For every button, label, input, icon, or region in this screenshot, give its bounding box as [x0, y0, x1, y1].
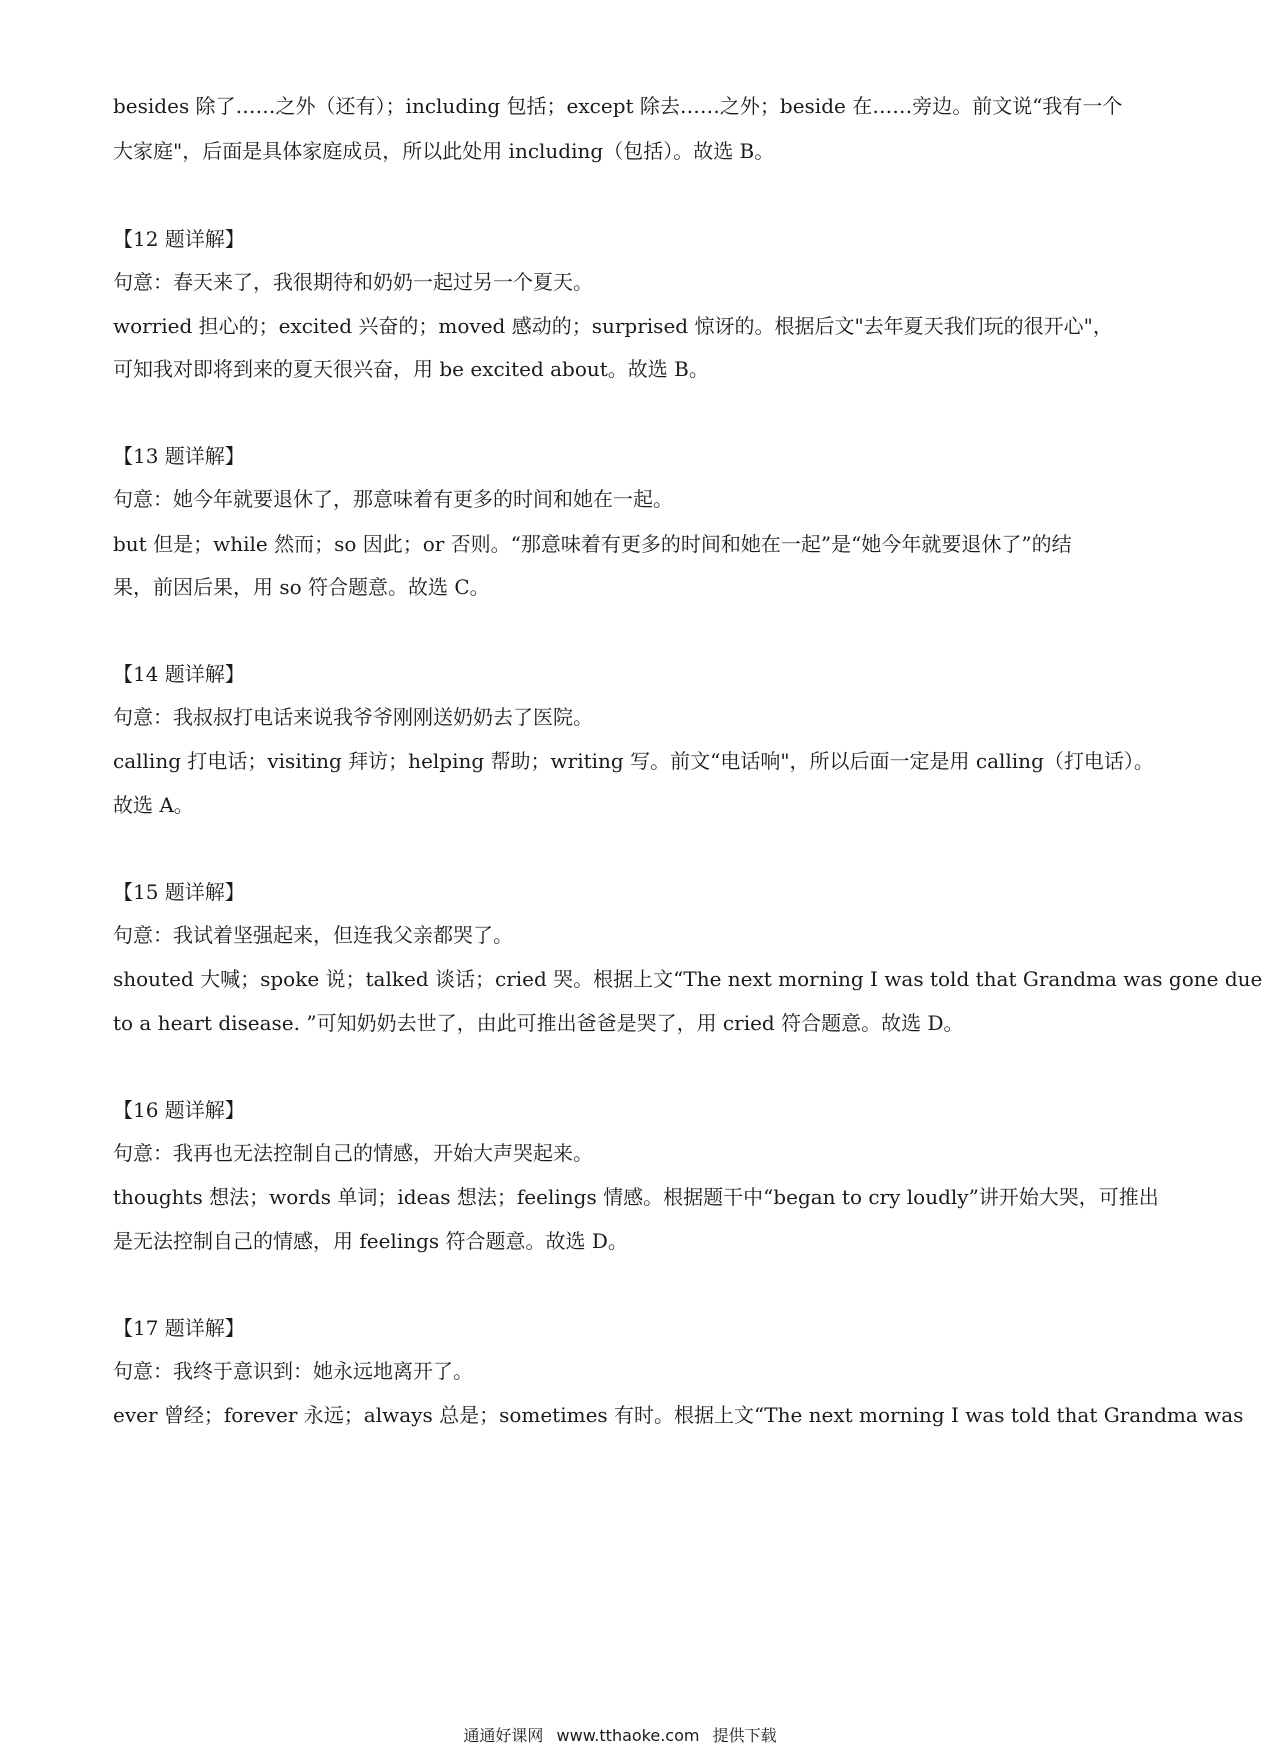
section-17-line-1: 句意：我终于意识到：她永远地离开了。	[113, 1359, 473, 1383]
section-heading-12: 【12 题详解】	[113, 227, 245, 251]
section-12-line-2: worried 担心的；excited 兴奋的；moved 感动的；surprised 惊讶的。根据后文"去年夏天我们玩的很开心"，	[113, 314, 1113, 338]
section-15-line-3: to a heart disease. ”可知奶奶去世了，由此可推出爸爸是哭了，用 cried 符合题意。故选 D。	[113, 1011, 964, 1035]
section-heading-14: 【14 题详解】	[113, 662, 245, 686]
section-14-line-1: 句意：我叔叔打电话来说我爷爷刚刚送奶奶去了医院。	[113, 705, 593, 729]
intro-line-2: 大家庭"，后面是具体家庭成员，所以此处用 including（包括）。故选 B。	[113, 139, 775, 163]
section-14-line-2: calling 打电话；visiting 拜访；helping 帮助；writing 写。前文“电话响"，所以后面一定是用 calling（打电话）。	[113, 749, 1154, 773]
footer-tagline: 提供下载	[712, 1726, 777, 1745]
page-footer	[0, 1724, 1240, 1748]
footer-url[interactable]: www.tthaoke.com	[556, 1726, 700, 1745]
section-14-line-3: 故选 A。	[113, 793, 194, 817]
section-12-line-3: 可知我对即将到来的夏天很兴奋，用 be excited about。故选 B。	[113, 357, 709, 381]
section-heading-17: 【17 题详解】	[113, 1316, 245, 1340]
intro-line-1: besides 除了……之外（还有）；including 包括；except 除去……之外；beside 在……旁边。前文说“我有一个	[113, 94, 1123, 118]
footer-site-name: 通通好课网	[463, 1726, 544, 1745]
section-13-line-1: 句意：她今年就要退休了，那意味着有更多的时间和她在一起。	[113, 487, 673, 511]
section-heading-15: 【15 题详解】	[113, 880, 245, 904]
section-16-line-2: thoughts 想法；words 单词；ideas 想法；feelings 情感。根据题干中“began to cry loudly”讲开始大哭，可推出	[113, 1185, 1159, 1209]
section-heading-16: 【16 题详解】	[113, 1098, 245, 1122]
section-16-line-3: 是无法控制自己的情感，用 feelings 符合题意。故选 D。	[113, 1229, 628, 1253]
section-15-line-2: shouted 大喊；spoke 说；talked 谈话；cried 哭。根据上文“The next morning I was told that Grandma was gone due	[113, 967, 1262, 991]
section-13-line-2: but 但是；while 然而；so 因此；or 否则。“那意味着有更多的时间和她在一起”是“她今年就要退休了”的结	[113, 532, 1072, 556]
section-17-line-2: ever 曾经；forever 永远；always 总是；sometimes 有时。根据上文“The next morning I was told that Grandma was	[113, 1403, 1244, 1427]
section-12-line-1: 句意：春天来了，我很期待和奶奶一起过另一个夏天。	[113, 270, 593, 294]
section-13-line-3: 果，前因后果，用 so 符合题意。故选 C。	[113, 575, 490, 599]
section-16-line-1: 句意：我再也无法控制自己的情感，开始大声哭起来。	[113, 1141, 593, 1165]
section-15-line-1: 句意：我试着坚强起来，但连我父亲都哭了。	[113, 923, 513, 947]
section-heading-13: 【13 题详解】	[113, 444, 245, 468]
